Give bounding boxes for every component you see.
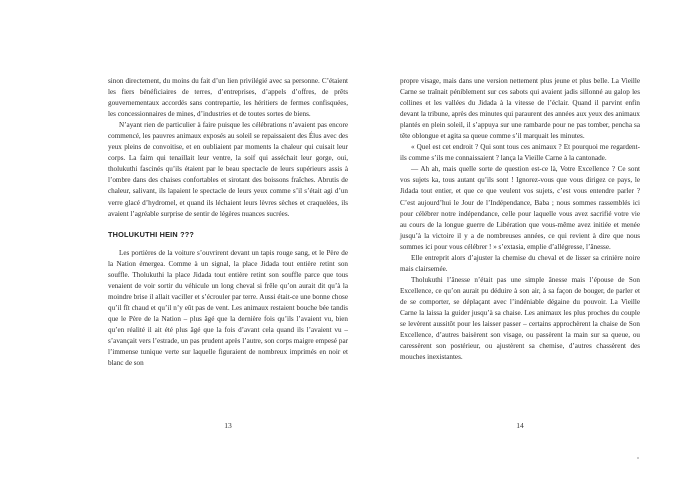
paragraph: Les portières de la voiture s’ouvrirent devant un tapis rouge sang, et le Père de la Nation émergea. Comme à un signal, la place Jidada tout entière retint son souffle. Tholukuthi la place Jidada tout entière retint son souffle parce que tous venaient de voir sortir du véhicule un long cheval si frêle qu’on aurait dit qu’à la moindre brise il allait vaciller et s’écrouler par terre. Aussi était-ce une bonne chose qu’il fît chaud et qu’il n’y eût pas de vent. Les animaux restaient bouche bée tandis que le Père de la Nation – plus âgé que la dernière fois qu’ils l’avaient vu, bien qu’en réalité il ait été plus âgé que la fois d’avant cela quand ils l’avaient vu – s’avançait vers l’estrade, un pas prudent après l’autre, son corps maigre empesé par l’immense tunique verte sur laquelle figuraient de nombreux imprimés en noir et blanc de son	[108, 248, 348, 368]
left-page	[108, 76, 348, 369]
right-page	[400, 76, 640, 363]
paper-speck	[637, 457, 639, 459]
paragraph: sinon directement, du moins du fait d’un lien privilégié avec sa personne. C’étaient les fiers bénéficiaires de terres, d’entreprises, d’appels d’offres, de prêts gouvernementaux accordés sans contrepartie, les héritiers de fermes confisquées, les concessionnaires de mines, d’industries et de toutes sortes de biens.	[108, 77, 348, 119]
paragraph: propre visage, mais dans une version nettement plus jeune et plus belle. La Vieille Carne se traînait péniblement sur ces sabots qui avaient jadis sillonné au galop les collines et les vallées du Jidada à la vitesse de l’éclair. Quand il parvint enfin devant la tribune, après des minutes qui paraurent des années aux yeux des animaux plantés en plein soleil, il s’appuya sur une rambarde pour ne pas tomber, pencha sa tête oblongue et agita sa queue comme s’il marquait les minutes.	[400, 77, 640, 141]
section-heading: THOLUKUTHI HEIN ???	[108, 229, 195, 239]
paragraph: Tholukuthi l’ânesse n’était pas une simple ânesse mais l’épouse de Son Excellence, ce qu’on aurait pu déduire à son air, à sa façon de bouger, de parler et de se comporter, se déplaçant avec l’indéniable dégaine du pouvoir. La Vieille Carne la laissa la guider jusqu’à sa chaise. Les animaux les plus proches du couple se levèrent aussitôt pour les laisser passer – certains approchèrent la chaise de Son Excellence, d’autres baisèrent son visage, ou passèrent la main sur sa queue, ou caressèrent son postérieur, ou ajustèrent sa chemise, d’autres chassèrent des mouches inexistantes.	[400, 275, 640, 362]
paragraph: Elle entreprit alors d’ajuster la chemise du cheval et de lisser sa crinière noire mais clairsemée.	[400, 253, 640, 273]
page-number-right: 14	[516, 421, 524, 430]
paragraph: — Ah ah, mais quelle sorte de question est-ce là, Votre Excellence ? Ce sont vos sujets ka, tous autant qu’ils sont ! Ignorez-vous que vous dirigez ce pays, le Jidada tout entier, et que ce que veulent vos sujets, c’est vous entendre parler ? C’est aujourd’hui le Jour de l’Indépendance, Baba ; nous sommes rassemblés ici pour célébrer notre indépendance, celle pour laquelle vous avez sacrifié votre vie au cours de la longue guerre de Libération que vous-même avez initiée et menée jusqu’à la victoire il y a de nombreuses années, ce qui revient à dire que nous sommes ici pour vous célébrer ! » s’extasia, emplie d’allégresse, l’ânesse.	[400, 165, 640, 251]
page-number-left: 13	[224, 421, 232, 430]
paragraph: N’ayant rien de particulier à faire puisque les célébrations n’avaient pas encore commencé, les pauvres animaux exposés au soleil se repaissaient des Élus avec des yeux pleins de convoitise, et en oubliaient par moments la chaleur qui cuisait leur corps. La faim qui tenaillait leur ventre, la soif qui asséchait leur gorge, oui, tholukuthi fascinés qu’ils étaient par le beau spectacle de leurs supérieurs assis à l’ombre dans des chaises confortables et sirotant des boissons fraîches. Abrutis de chaleur, salivant, ils lapaient le spectacle de leurs yeux comme s’il s’était agi d’un verre glacé d’hydromel, et quand ils léchaient leurs lèvres sèches et craquelées, ils avaient l’agréable surprise de sentir de légères nuances sucrées.	[108, 121, 348, 218]
paragraph: « Quel est cet endroit ? Qui sont tous ces animaux ? Et pourquoi me regardent-ils comme s’ils me connaissaient ? lança la Vieille Carne à la cantonade.	[400, 143, 640, 163]
